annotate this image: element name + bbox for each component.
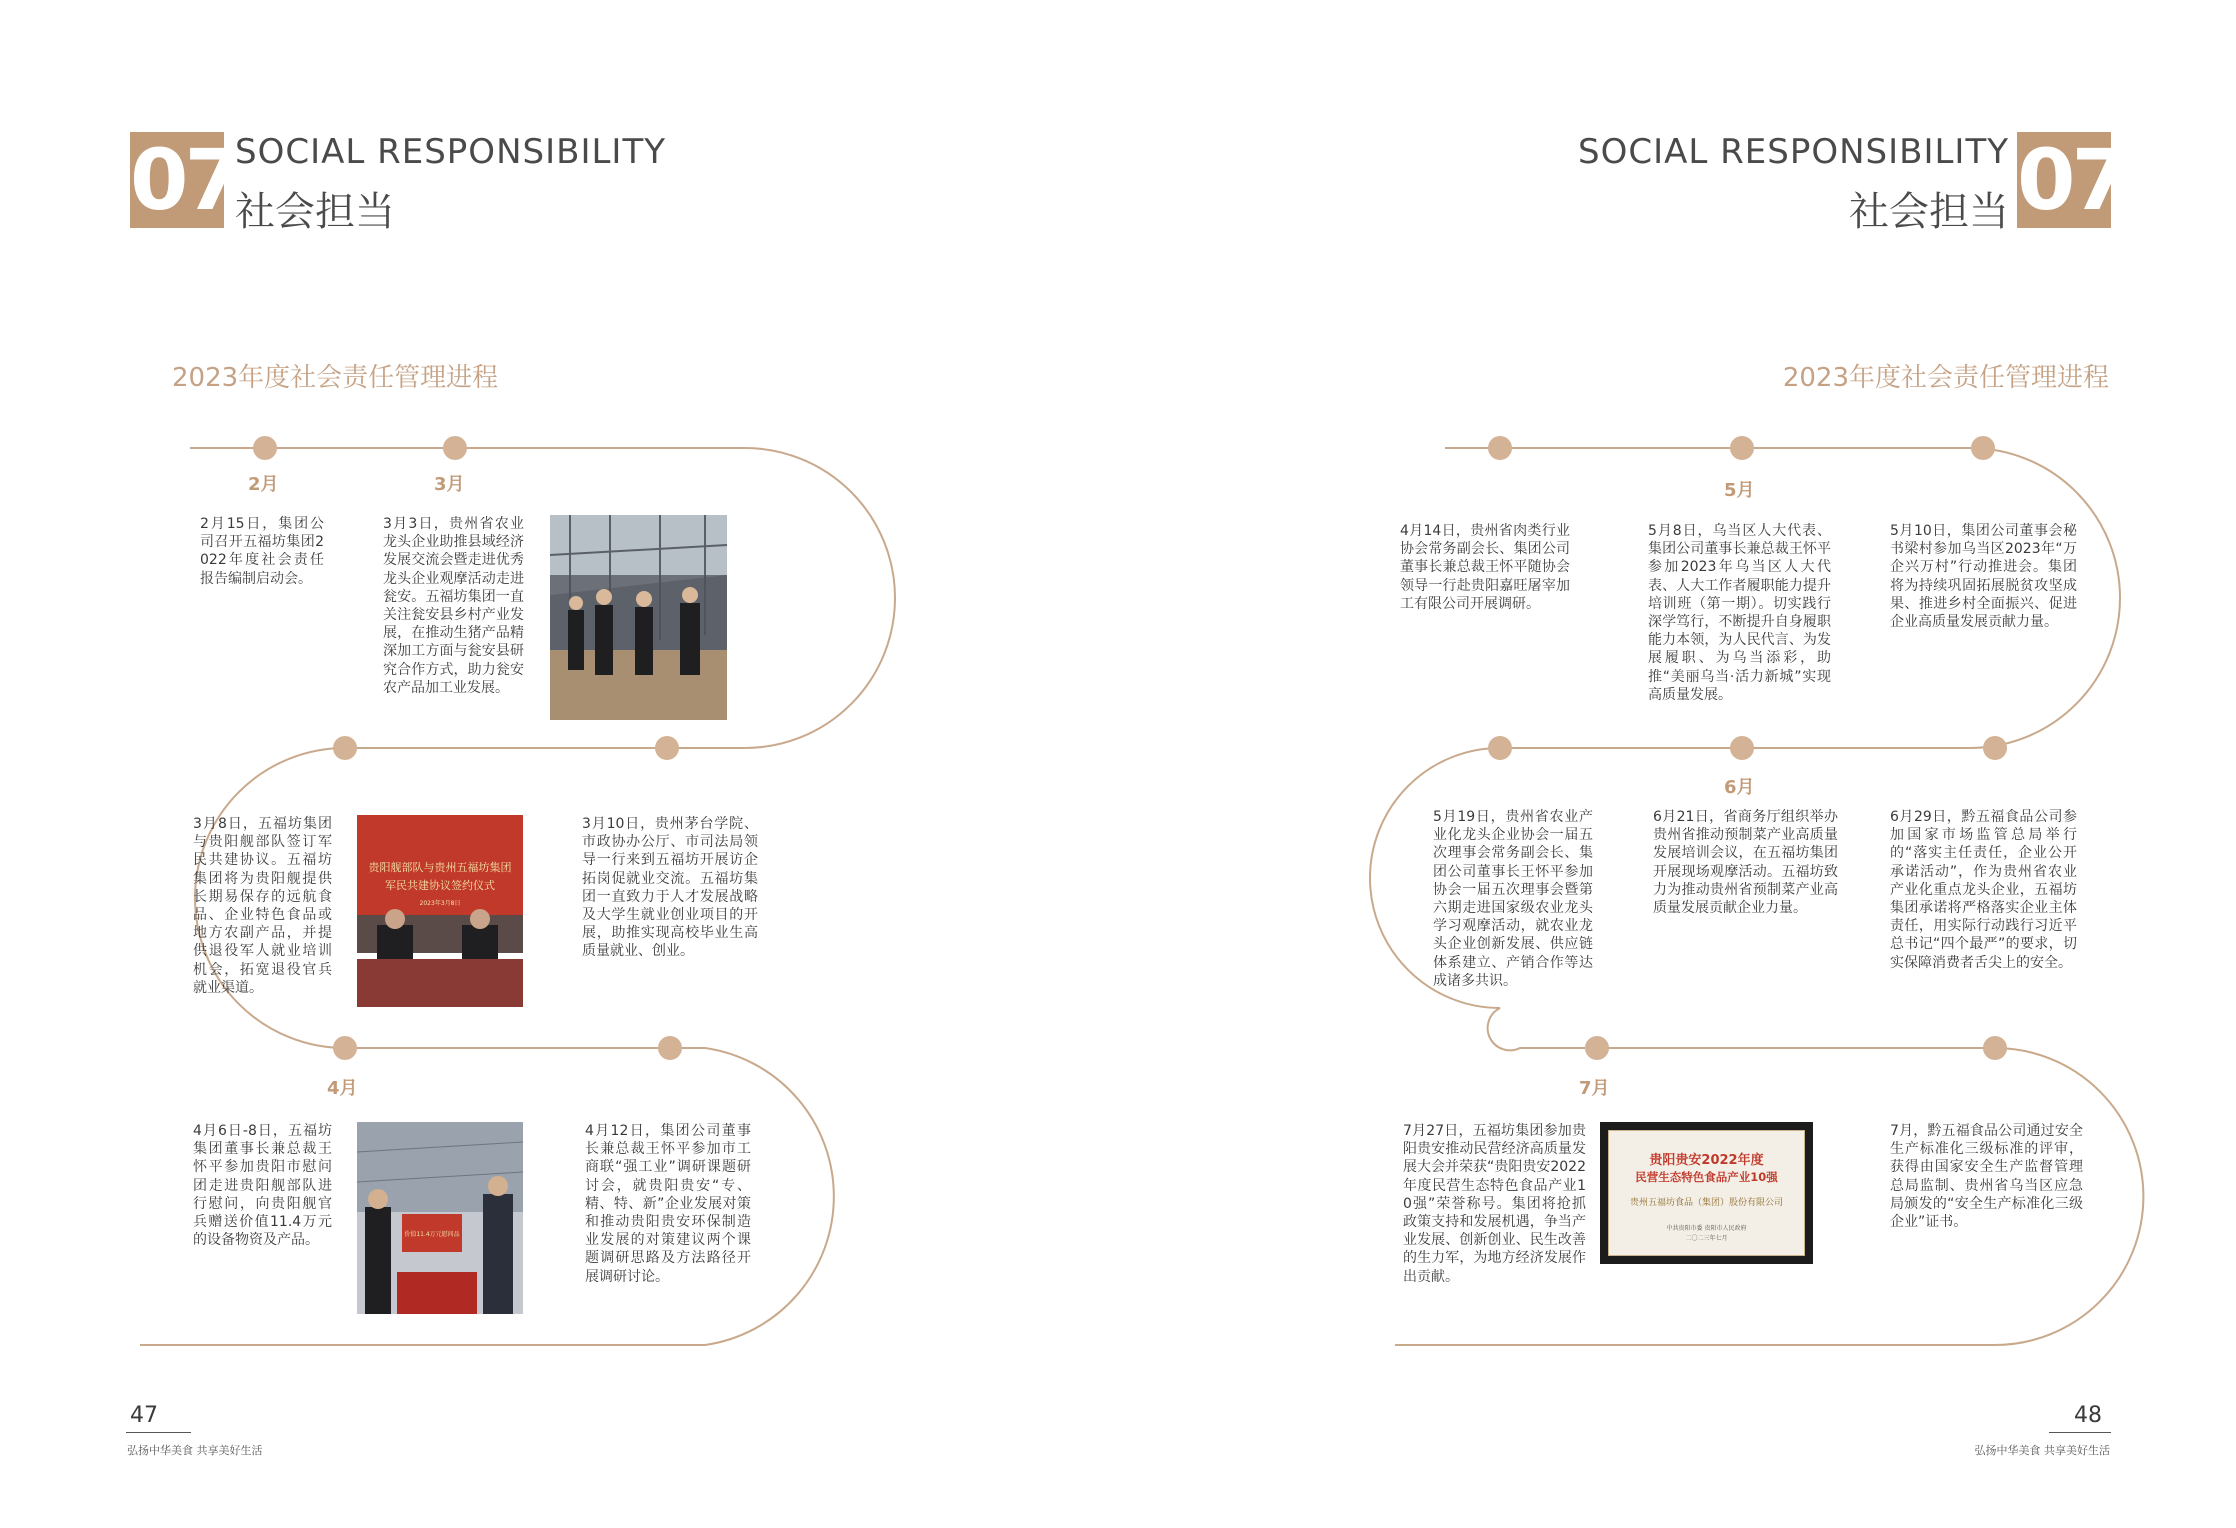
footer-rule-right: [2049, 1432, 2111, 1433]
node-feb: [253, 436, 277, 460]
node-apr12: [658, 1036, 682, 1060]
section-title-left: 2023年度社会责任管理进程: [172, 363, 499, 393]
event-mar3: 3月3日，贵州省农业龙头企业助推县域经济发展交流会暨走进优秀龙头企业观摩活动走进瓮安。五福坊集团一直关注瓮安县乡村产业发展，在推动生猪产品精深加工方面与瓮安县研究合作方式，助力瓮安农产品加工业发展。: [383, 516, 524, 696]
certificate-date: 二〇二三年七月: [1685, 1235, 1728, 1242]
event-apr12: 4月12日，集团公司董事长兼总裁王怀平参加市工商联“强工业”调研课题研讨会，就贵阳贵安“专、精、特、新”企业发展对策和推动贵阳贵安环保制造业发展的对策建议两个课题调研思路及方法路径开展调研讨论。: [585, 1123, 751, 1285]
node-may10: [1971, 436, 1995, 460]
event-may8: 5月8日，乌当区人大代表、集团公司董事长兼总裁王怀平参加2023年乌当区人大代表、人大工作者履职能力提升培训班（第一期）。切实践行深学笃行，不断提升自身履职能力本领，为人民代言、为发展履职、为乌当添彩，助推“美丽乌当·活力新城”实现高质量发展。: [1648, 523, 1831, 703]
node-mar3: [443, 436, 467, 460]
month-label-feb: 2月: [248, 474, 279, 495]
page-number-left: 47: [130, 1403, 158, 1428]
photo-donation: [357, 1122, 523, 1314]
node-jun: [1730, 736, 1754, 760]
event-jul27: 7月27日，五福坊集团参加贵阳贵安推动民营经济高质量发展大会并荣获“贵阳贵安2022年度民营生态特色食品产业10强”荣誉称号。集团将抢抓政策支持和发展机遇，争当产业发展、创新创业、民生改善的生力军，为地方经济发展作出贡献。: [1403, 1123, 1586, 1285]
node-may: [1730, 436, 1754, 460]
chapter-title-cn-right: 社会担当: [1849, 189, 2009, 235]
month-label-mar: 3月: [434, 474, 465, 495]
event-mar8: 3月8日，五福坊集团与贵阳舰部队签订军民共建协议。五福坊集团将为贵阳舰提供长期易保存的远航食品、企业特色食品或地方农副产品，并提供退役军人就业培训机会，拓宽退役官兵就业渠道。: [193, 816, 332, 996]
event-jun29: 6月29日，黔五福食品公司参加国家市场监管总局举行的“落实主任责任，企业公开承诺活动”，作为贵州省农业产业化重点龙头企业，五福坊集团承诺将严格落实企业主体责任，用实际行动践行习近平总书记“四个最严”的要求，切实保障消费者舌尖上的安全。: [1890, 809, 2077, 971]
certificate-plaque: [1600, 1122, 1813, 1264]
slogan-right: 弘扬中华美食 共享美好生活: [1974, 1444, 2110, 1457]
event-may10: 5月10日，集团公司董事会秘书梁村参加乌当区2023年“万企兴万村”行动推进会。集团将为持续巩固拓展脱贫攻坚成果、推进乡村全面振兴、促进企业高质量发展贡献力量。: [1890, 523, 2077, 631]
banner-date: 2023年3月8日: [419, 900, 461, 907]
node-apr14: [1488, 436, 1512, 460]
chapter-title-en-right: SOCIAL RESPONSIBILITY: [1578, 132, 2009, 172]
certificate-line1: 贵阳贵安2022年度: [1649, 1153, 1764, 1168]
chapter-title-cn-left: 社会担当: [235, 189, 395, 235]
certificate-line2: 民营生态特色食品产业10强: [1635, 1170, 1778, 1184]
node-jul-cert: [1983, 1036, 2007, 1060]
photo-greenhouse-visit: [550, 515, 727, 720]
photo-signing-ceremony: [357, 815, 523, 1007]
banner-line2: 军民共建协议签约仪式: [385, 879, 495, 892]
donation-board-text: 价值11.4万元慰问品: [404, 1231, 460, 1238]
month-label-apr: 4月: [327, 1078, 358, 1099]
chapter-number-left: 07: [130, 131, 239, 229]
month-label-jul: 7月: [1579, 1078, 1610, 1099]
node-may19: [1488, 736, 1512, 760]
chapter-title-en-left: SOCIAL RESPONSIBILITY: [235, 132, 666, 172]
section-title-right: 2023年度社会责任管理进程: [1782, 363, 2109, 393]
node-mar8: [333, 736, 357, 760]
month-label-jun: 6月: [1724, 777, 1755, 798]
footer-rule-left: [126, 1432, 191, 1433]
page-number-right: 48: [2074, 1403, 2102, 1428]
event-jul-cert: 7月，黔五福食品公司通过安全生产标准化三级标准的评审，获得由国家安全生产监督管理总局监制、贵州省乌当区应急局颁发的“安全生产标准化三级企业”证书。: [1890, 1123, 2083, 1231]
slogan-left: 弘扬中华美食 共享美好生活: [127, 1444, 263, 1457]
node-jul: [1585, 1036, 1609, 1060]
event-may19: 5月19日，贵州省农业产业化龙头企业协会一届五次理事会常务副会长、集团公司董事长王怀平参加协会一届五次理事会暨第六期走进国家级农业龙头学习观摩活动，就农业龙头企业创新发展、供应链体系建立、产销合作等达成诸多共识。: [1433, 809, 1593, 989]
node-mar10: [655, 736, 679, 760]
month-label-may: 5月: [1724, 480, 1755, 501]
certificate-company: 贵州五福坊食品（集团）股份有限公司: [1629, 1198, 1783, 1208]
event-apr14: 4月14日，贵州省肉类行业协会常务副会长、集团公司董事长兼总裁王怀平随协会领导一行赴贵阳嘉旺屠宰加工有限公司开展调研。: [1400, 523, 1570, 612]
certificate-issuer: 中共贵阳市委 贵阳市人民政府: [1666, 1225, 1747, 1232]
chapter-number-right: 07: [2017, 131, 2126, 229]
event-jun21: 6月21日，省商务厅组织举办贵州省推动预制菜产业高质量发展培训会议，在五福坊集团开展现场观摩活动。五福坊致力为推动贵州省预制菜产业高质量发展贡献企业力量。: [1653, 809, 1838, 917]
banner-line1: 贵阳舰部队与贵州五福坊集团: [368, 861, 512, 874]
node-jun29: [1983, 736, 2007, 760]
event-apr6: 4月6日-8日，五福坊集团董事长兼总裁王怀平参加贵阳市慰问团走进贵阳舰部队进行慰问，向贵阳舰官兵赠送价值11.4万元的设备物资及产品。: [193, 1123, 332, 1249]
node-apr6: [333, 1036, 357, 1060]
event-mar10: 3月10日，贵州茅台学院、市政协办公厅、市司法局领导一行来到五福坊开展访企拓岗促就业交流。五福坊集团一直致力于人才发展战略及大学生就业创业项目的开展，助推实现高校毕业生高质量就业、创业。: [582, 816, 758, 960]
event-feb15: 2月15日，集团公司召开五福坊集团2022年度社会责任报告编制启动会。: [200, 516, 324, 587]
